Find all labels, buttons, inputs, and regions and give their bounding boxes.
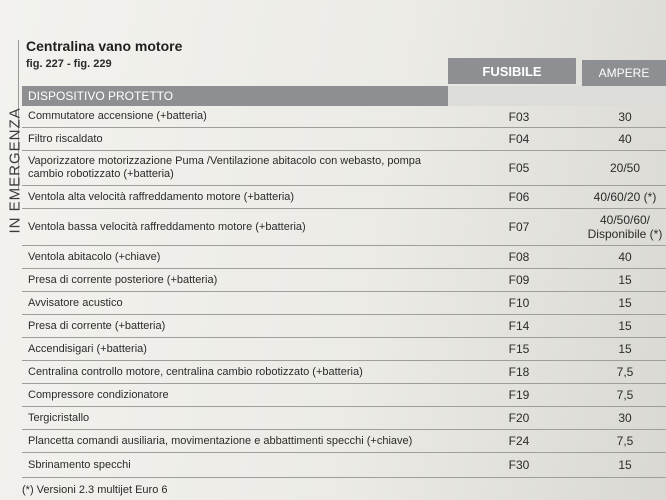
ampere-cell: 7,5 — [616, 434, 634, 448]
table-row — [22, 128, 666, 151]
device-cell: Presa di corrente (+batteria) — [28, 319, 166, 332]
device-cell: Accendisigari (+batteria) — [28, 342, 147, 355]
footnote: (*) Versioni 2.3 multijet Euro 6 — [22, 484, 168, 496]
ampere-cell: 40 — [618, 250, 632, 264]
table-row — [22, 246, 666, 269]
device-cell: Centralina controllo motore, centralina cambio robotizzato (+batteria) — [28, 365, 363, 378]
device-cell: Ventola bassa velocità raffreddamento motore (+batteria) — [28, 220, 306, 233]
fuse-cell: F08 — [508, 250, 530, 264]
fuse-cell: F15 — [508, 342, 530, 356]
fuse-cell: F03 — [508, 109, 530, 124]
header-filler — [448, 86, 666, 106]
device-cell: Tergicristallo — [28, 411, 90, 424]
fuse-table — [22, 106, 666, 478]
table-row — [22, 315, 666, 338]
table-row — [22, 453, 666, 478]
fuse-cell: F04 — [508, 132, 530, 146]
table-row — [22, 384, 666, 407]
ampere-column-header: AMPERE — [582, 60, 666, 86]
ampere-cell: 20/50 — [609, 161, 641, 175]
fuse-cell: F24 — [508, 434, 530, 448]
ampere-cell: 15 — [618, 319, 632, 333]
table-row — [22, 209, 666, 246]
fuse-cell: F07 — [508, 220, 530, 234]
table-row — [22, 338, 666, 361]
fuse-cell: F20 — [508, 411, 530, 425]
ampere-cell: 30 — [618, 109, 632, 124]
device-cell: Sbrinamento specchi — [28, 458, 131, 471]
ampere-cell: 30 — [618, 411, 632, 425]
ampere-cell: 15 — [618, 342, 632, 356]
ampere-cell: 7,5 — [616, 388, 634, 402]
ampere-cell: 7,5 — [616, 365, 634, 379]
fuse-cell: F09 — [508, 273, 530, 287]
section-tab — [0, 40, 24, 234]
section-tab-label: IN EMERGENZA — [6, 107, 24, 234]
ampere-cell: 40/60/20 (*) — [593, 190, 657, 204]
fuse-cell: F14 — [508, 319, 530, 333]
fuse-cell: F19 — [508, 388, 530, 402]
fuse-cell: F10 — [508, 296, 530, 310]
table-row — [22, 269, 666, 292]
page-title: Centralina vano motore — [26, 38, 183, 54]
fuse-cell: F30 — [508, 458, 530, 472]
table-row — [22, 186, 666, 209]
fuse-cell: F06 — [508, 190, 530, 204]
device-cell: Plancetta comandi ausiliaria, movimentazione e abbattimenti specchi (+chiave) — [28, 434, 413, 447]
fuse-cell: F18 — [508, 365, 530, 379]
device-cell: Filtro riscaldato — [28, 132, 103, 145]
ampere-cell: 15 — [618, 458, 632, 472]
device-cell: Ventola abitacolo (+chiave) — [28, 250, 161, 263]
device-cell: Avvisatore acustico — [28, 296, 123, 309]
table-row — [22, 407, 666, 430]
device-cell: Ventola alta velocità raffreddamento motore (+batteria) — [28, 190, 295, 203]
table-row — [22, 361, 666, 384]
ampere-cell: 40 — [618, 132, 632, 146]
ampere-cell: 40/50/60/ Disponibile (*) — [587, 213, 663, 241]
figure-reference: fig. 227 - fig. 229 — [26, 58, 112, 70]
device-column-header: DISPOSITIVO PROTETTO — [22, 86, 448, 106]
device-cell: Vaporizzatore motorizzazione Puma /Ventilazione abitacolo con webasto, pompa cambio robotizzato (+batteria) — [28, 155, 421, 180]
table-row — [22, 151, 666, 186]
table-row — [22, 292, 666, 315]
ampere-cell: 15 — [618, 296, 632, 310]
device-cell: Commutatore accensione (+batteria) — [28, 110, 207, 122]
fuse-column-header: FUSIBILE — [448, 58, 576, 84]
table-row — [22, 106, 666, 128]
device-cell: Presa di corrente posteriore (+batteria) — [28, 273, 218, 286]
device-cell: Compressore condizionatore — [28, 388, 169, 401]
ampere-cell: 15 — [618, 273, 632, 287]
fuse-cell: F05 — [508, 161, 530, 175]
table-row — [22, 430, 666, 453]
